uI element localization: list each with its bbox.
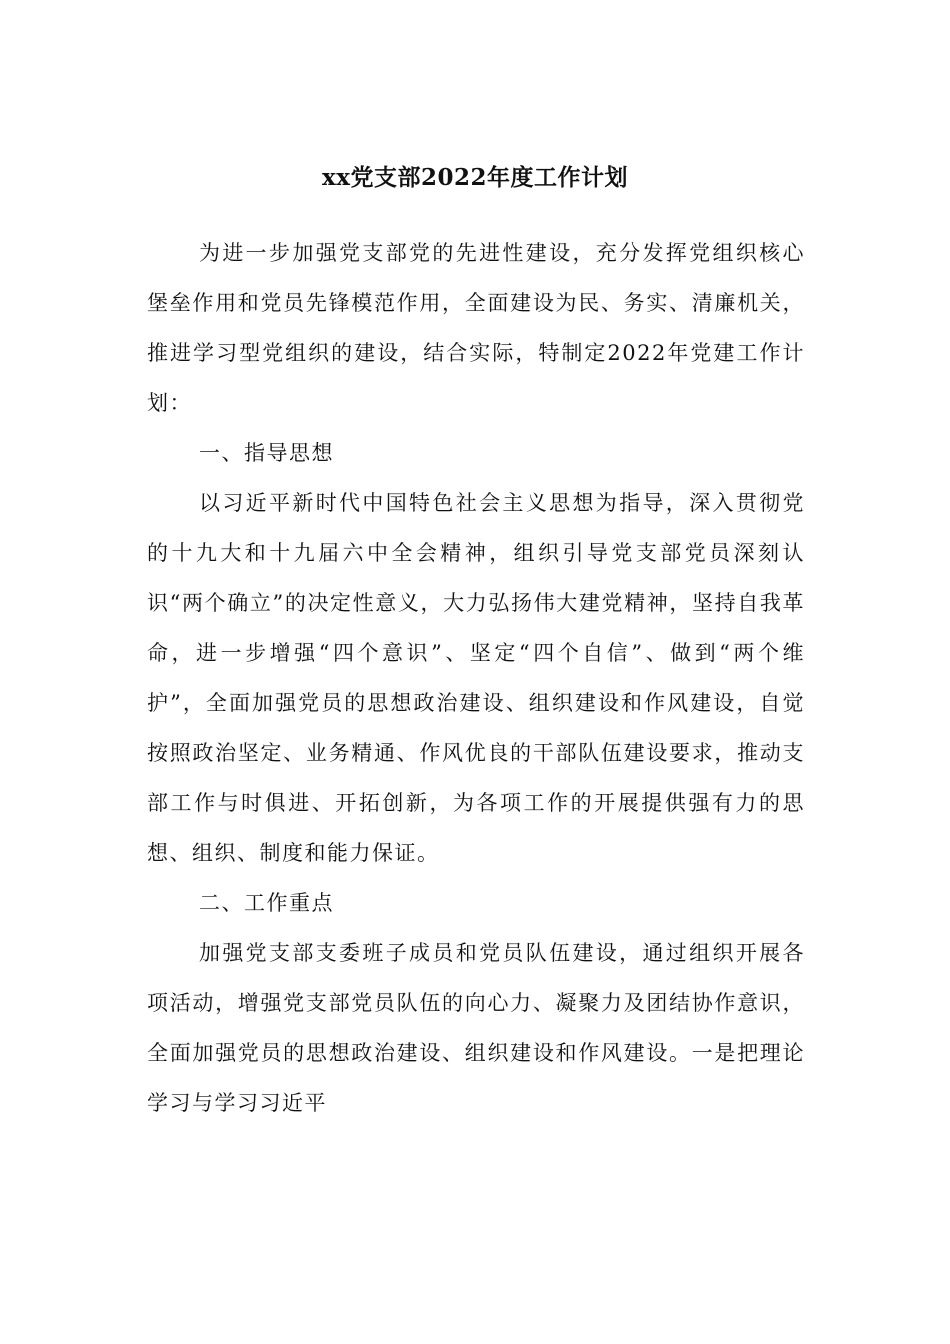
section-heading-guiding-thought: 一、指导思想 (199, 441, 334, 465)
section-heading-work-focus: 二、工作重点 (199, 891, 334, 915)
guiding-thought-paragraph: 以习近平新时代中国特色社会主义思想为指导，深入贯彻党的十九大和十九届六中全会精神，组织引导党支部党员深刻认识“两个确立”的决定性意义，大力弘扬伟大建党精神，坚持自我革命，进一步增强“四个意识”、坚定“四个自信”、做到“两个维护”，全面加强党员的思想政治建设、组织建设和作风建设，自觉按照政治坚定、业务精通、作风优良的干部队伍建设要求，推动支部工作与时俱进、开拓创新，为各项工作的开展提供强有力的思想、组织、制度和能力保证。 (147, 491, 805, 865)
document-title: xx党支部2022年度工作计划 (322, 164, 628, 191)
document-body (147, 228, 805, 1128)
work-focus-paragraph: 加强党支部支委班子成员和党员队伍建设，通过组织开展各项活动，增强党支部党员队伍的向心力、凝聚力及团结协作意识，全面加强党员的思想政治建设、组织建设和作风建设。一是把理论学习与学习习近平 (147, 941, 805, 1115)
intro-paragraph: 为进一步加强党支部党的先进性建设，充分发挥党组织核心堡垒作用和党员先锋模范作用，全面建设为民、务实、清廉机关，推进学习型党组织的建设，结合实际，特制定2022年党建工作计划： (147, 241, 805, 415)
